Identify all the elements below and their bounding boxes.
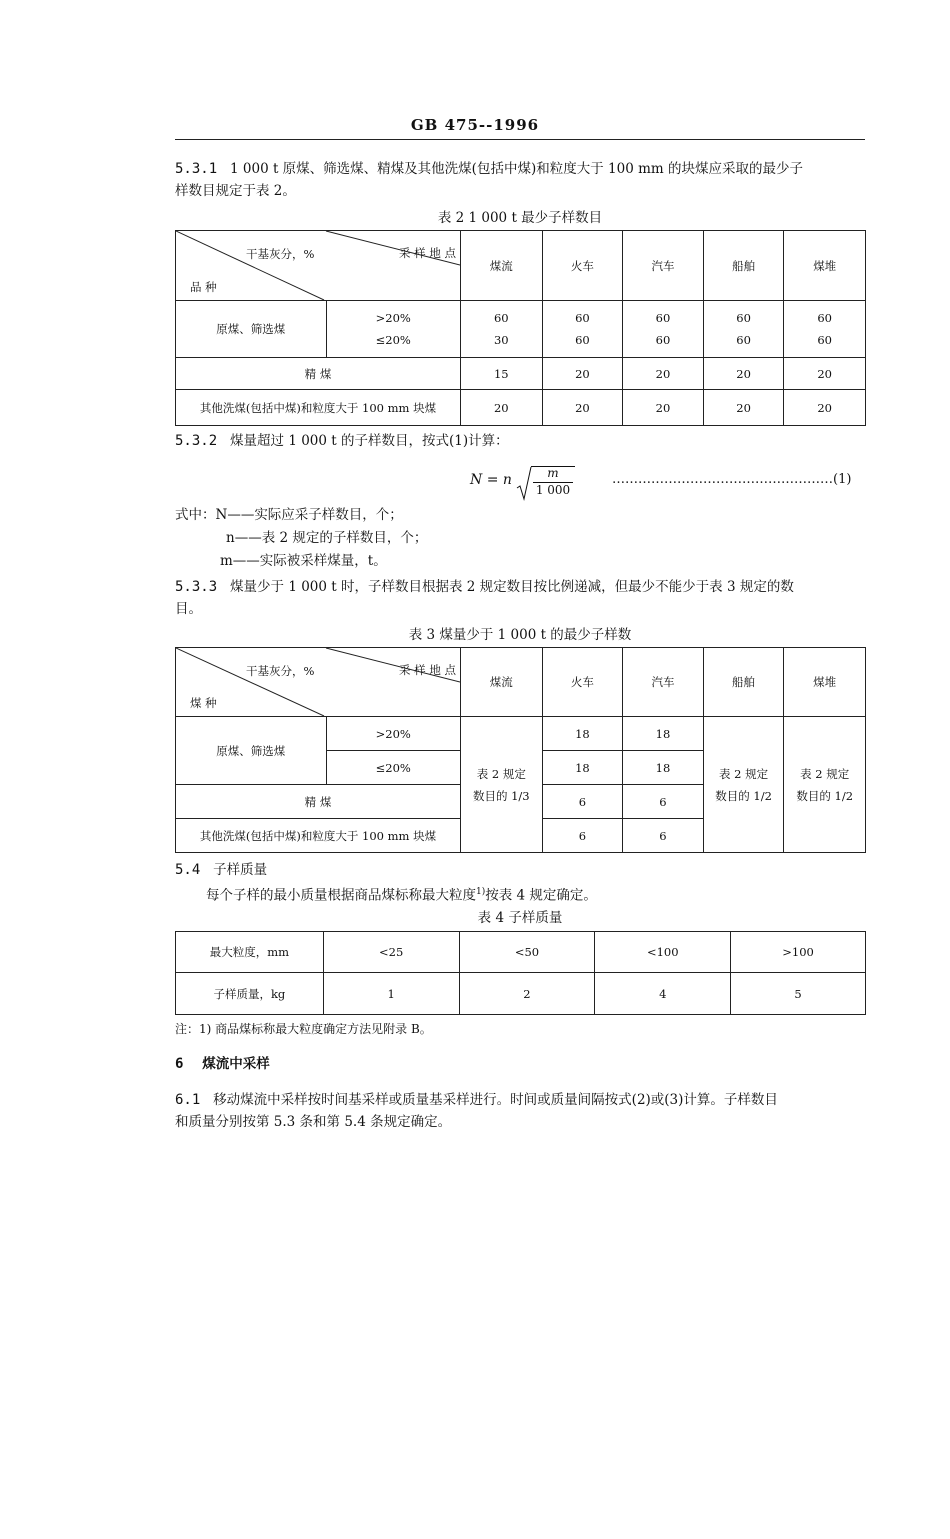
diagonal-lines [176,231,460,300]
where-m: m——实际被采样煤量，t。 [220,553,387,569]
table-cell: 60 60 [542,301,623,358]
column-header: 煤堆 [784,648,866,717]
ash-le-20: ≤20% [326,751,460,785]
diag-label-variety: 煤 种 [190,696,217,710]
section-number: 5.3.1 [175,161,218,177]
table-cell: 60 60 [623,301,704,358]
table-cell: 20 [703,358,784,390]
table-2 [175,230,866,426]
table-4-caption: 表 4 子样质量 [477,910,563,926]
diagonal-lines [176,648,460,716]
diag-label-ash: 干基灰分，% [246,664,315,678]
column-header: 汽车 [623,648,704,717]
section-number: 6 [175,1056,184,1072]
table-cell: 20 [623,390,704,426]
row-label: 其他洗煤(包括中煤)和粒度大于 100 mm 块煤 [176,390,461,426]
table-cell: 1 [323,973,459,1015]
diag-label-ash: 干基灰分，% [246,247,315,261]
column-header: 煤堆 [784,231,866,301]
table-cell: 18 [542,751,623,785]
diagonal-header-cell [176,648,461,717]
diagonal-header-cell [176,231,461,301]
diag-label-site: 采 样 地 点 [399,246,456,260]
table-cell: 15 [461,358,543,390]
section-5-3-3 [175,576,875,598]
section-number: 5.3.2 [175,433,218,449]
row-label: 其他洗煤(包括中煤)和粒度大于 100 mm 块煤 [176,819,461,853]
row-label: 原煤、筛选煤 [176,301,327,358]
table-cell: >100 [731,932,866,973]
section-number: 5.4 [175,862,201,878]
section-6-1 [175,1089,875,1111]
table-cell: 20 [542,358,623,390]
table-cell: 4 [595,973,731,1015]
paragraph-text: 1 000 t 原煤、筛选煤、精煤及其他洗煤(包括中煤)和粒度大于 100 mm 的块煤应采取的最少子 [230,161,803,177]
ash-gt-20: >20% [375,311,411,325]
table-2-caption: 表 2 1 000 t 最少子样数目 [437,210,603,226]
section-number: 5.3.3 [175,579,218,595]
column-header: 火车 [542,648,623,717]
column-header: 煤流 [461,231,543,301]
fraction-numerator: m [547,466,559,480]
table-cell: 5 [731,973,866,1015]
table-cell: 18 [623,717,704,751]
table-cell: 20 [542,390,623,426]
meiliu-merged-cell: 表 2 规定 数目的 1/3 [461,717,543,853]
section-5-4 [175,859,267,881]
row-label: 精 煤 [176,785,461,819]
ash-le-20: ≤20% [375,333,411,347]
section-number: 6.1 [175,1092,201,1108]
table-cell: <50 [459,932,595,973]
table-cell: 6 [623,785,704,819]
table-cell: 20 [784,358,866,390]
table-4 [175,931,866,1015]
section-5-3-1 [175,158,875,180]
table-cell: 60 60 [703,301,784,358]
paragraph-text: 每个子样的最小质量根据商品煤标称最大粒度$^{1)}$按表 4 规定确定。 [206,887,597,904]
table-cell: <100 [595,932,731,973]
standard-header: GB 475--1996 [410,116,540,134]
table-cell: 18 [542,717,623,751]
where-n-capital: N——实际应采子样数目，个； [215,507,403,523]
row-label: 子样质量，kg [176,973,324,1015]
table-cell: <25 [323,932,459,973]
table-cell: 60 60 [784,301,866,358]
paragraph-text: 移动煤流中采样按时间基采样或质量基采样进行。时间或质量间隔按式(2)或(3)计算。子样数目 [213,1092,778,1108]
diag-label-site: 采 样 地 点 [399,663,456,677]
where-n-small: n——表 2 规定的子样数目，个； [226,530,428,546]
column-header: 船舶 [703,231,784,301]
table-cell: 6 [542,785,623,819]
section-title: 子样质量 [213,862,268,878]
formula-1-number: ……………………………………………(1) [612,472,852,487]
paragraph-text: 煤量超过 1 000 t 的子样数目，按式(1)计算： [230,433,509,449]
table-cell: 20 [703,390,784,426]
meidui-merged-cell: 表 2 规定 数目的 1/2 [784,717,866,853]
paragraph-text: 煤量少于 1 000 t 时，子样数目根据表 2 规定数目按比例递减，但最少不能少于表 3 规定的数 [230,579,794,595]
ash-gt-20: >20% [326,717,460,751]
table-3-caption: 表 3 煤量少于 1 000 t 的最少子样数 [408,627,632,643]
paragraph-continuation: 样数目规定于表 2。 [175,183,296,199]
table-cell: 6 [623,819,704,853]
row-label: 精 煤 [176,358,461,390]
fraction-denominator: 1 000 [535,483,571,497]
table-cell: 2 [459,973,595,1015]
where-clause [175,504,403,526]
section-title: 煤流中采样 [202,1056,270,1072]
column-header: 船舶 [703,648,784,717]
footnote-ref: 1) [476,887,486,897]
header-rule [175,139,865,140]
table-cell: 20 [461,390,543,426]
table-cell: 60 30 [461,301,543,358]
table-cell: 18 [623,751,704,785]
diag-label-variety: 品 种 [190,280,217,294]
where-intro: 式中： [175,507,216,523]
table-cell: 20 [623,358,704,390]
row-label: 最大粒度，mm [176,932,324,973]
column-header: 煤流 [461,648,543,717]
column-header: 汽车 [623,231,704,301]
table-cell: 20 [784,390,866,426]
formula-lhs: N = n [470,472,512,488]
footnote: 注：1) 商品煤标称最大粒度确定方法见附录 B。 [175,1022,432,1036]
paragraph-continuation: 和质量分别按第 5.3 条和第 5.4 条规定确定。 [175,1114,452,1130]
sqrt-sign [516,466,532,502]
table-cell: 6 [542,819,623,853]
column-header: 火车 [542,231,623,301]
chuanbo-merged-cell: 表 2 规定 数目的 1/2 [703,717,784,853]
section-6-heading [175,1053,270,1075]
table-3 [175,647,866,853]
ash-sub-labels [326,301,460,358]
paragraph-continuation: 目。 [175,601,202,617]
section-5-3-2 [175,430,509,452]
row-label: 原煤、筛选煤 [176,717,327,785]
